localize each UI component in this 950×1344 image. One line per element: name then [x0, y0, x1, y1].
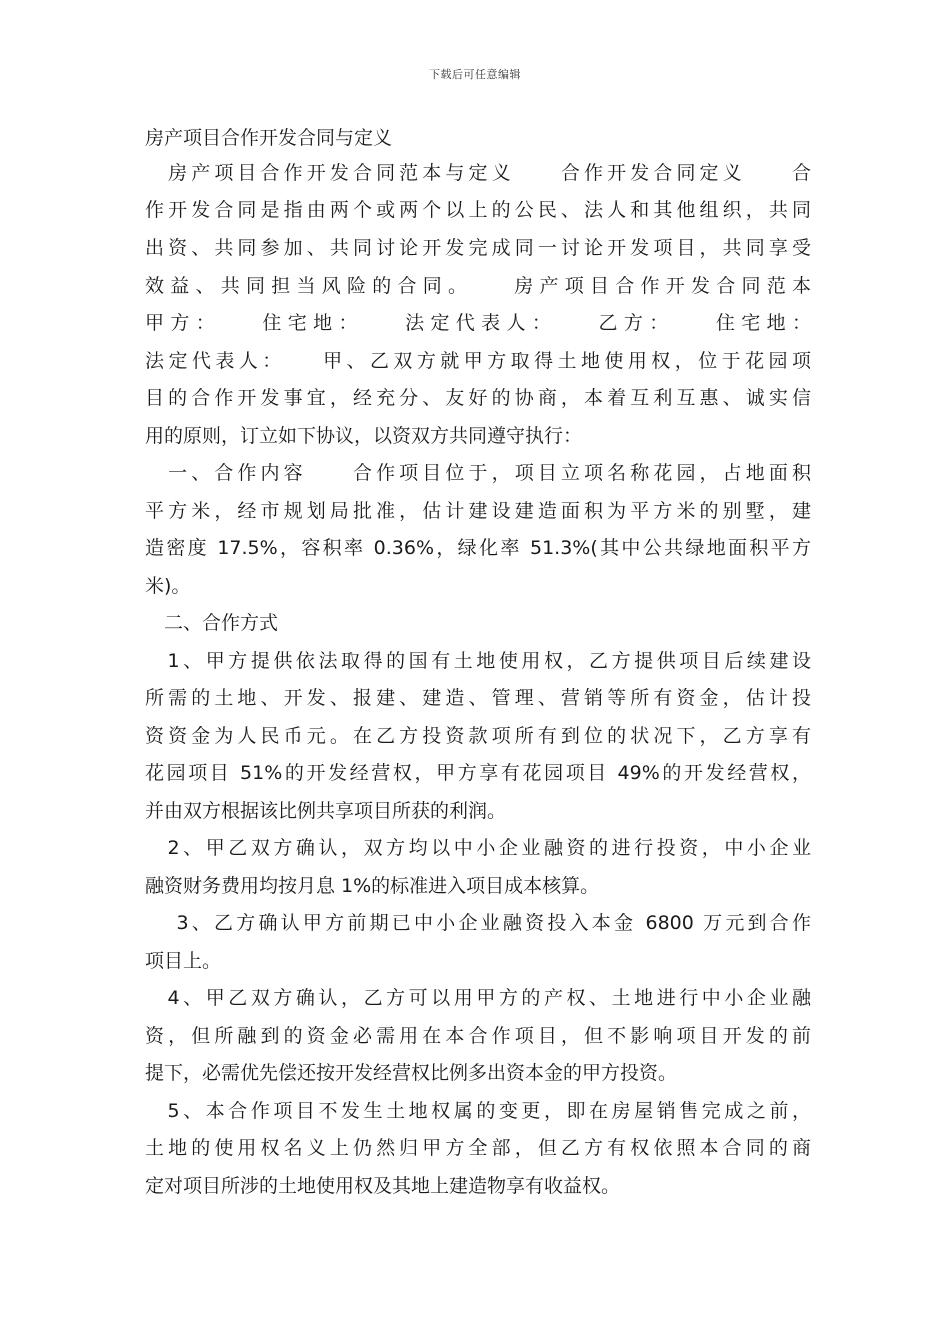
body-line: 米)。	[145, 575, 191, 597]
body-line: 并由双方根据该比例共享项目所获的利润。	[145, 800, 507, 822]
body-line: 资资金为人民币元。在乙方投资款项所有到位的状况下，乙方享有	[145, 725, 811, 747]
body-line: 1、甲方提供依法取得的国有土地使用权，乙方提供项目后续建设	[145, 650, 811, 672]
body-line: 平方米，经市规划局批准，估计建设建造面积为平方米的别墅，建	[145, 500, 811, 522]
body-line: 一、合作内容 合作项目位于，项目立项名称花园，占地面积	[145, 462, 811, 484]
body-line: 效益、共同担当风险的合同。 房产项目合作开发合同范本	[145, 275, 811, 297]
document-title: 房产项目合作开发合同与定义	[145, 127, 393, 149]
body-line: 二、合作方式	[145, 612, 279, 634]
body-line: 目的合作开发事宜，经充分、友好的协商，本着互利互惠、诚实信	[145, 387, 811, 409]
page-header: 下载后可任意编辑	[429, 68, 521, 81]
body-line: 项目上。	[145, 950, 222, 972]
body-line: 5、本合作项目不发生土地权属的变更，即在房屋销售完成之前，	[145, 1100, 811, 1122]
body-line: 土地的使用权名义上仍然归甲方全部，但乙方有权依照本合同的商	[145, 1137, 811, 1159]
body-line: 用的原则，订立如下协议，以资双方共同遵守执行：	[145, 425, 583, 447]
body-line: 甲方： 住宅地： 法定代表人： 乙方： 住宅地：	[145, 312, 811, 334]
body-line: 房产项目合作开发合同范本与定义 合作开发合同定义 合	[145, 162, 811, 184]
body-line: 提下，必需优先偿还按开发经营权比例多出资本金的甲方投资。	[145, 1062, 678, 1084]
body-line: 出资、共同参加、共同讨论开发完成同一讨论开发项目，共同享受	[145, 237, 811, 259]
body-line: 2、甲乙双方确认，双方均以中小企业融资的进行投资，中小企业	[145, 837, 811, 859]
body-line: 定对项目所涉的土地使用权及其地上建造物享有收益权。	[145, 1175, 621, 1197]
body-line: 所需的土地、开发、报建、建造、管理、营销等所有资金，估计投	[145, 687, 811, 709]
body-line: 3、乙方确认甲方前期已中小企业融资投入本金 6800 万元到合作	[145, 912, 811, 934]
body-line: 4、甲乙双方确认，乙方可以用甲方的产权、土地进行中小企业融	[145, 987, 811, 1009]
body-line: 造密度 17.5%，容积率 0.36%，绿化率 51.3%(其中公共绿地面积平方	[145, 537, 811, 559]
body-line: 资，但所融到的资金必需用在本合作项目，但不影响项目开发的前	[145, 1025, 811, 1047]
body-line: 法定代表人： 甲、乙双方就甲方取得土地使用权，位于花园项	[145, 350, 811, 372]
body-line: 花园项目 51%的开发经营权，甲方享有花园项目 49%的开发经营权，	[145, 762, 811, 784]
body-line: 作开发合同是指由两个或两个以上的公民、法人和其他组织，共同	[145, 199, 811, 221]
body-line: 融资财务费用均按月息 1%的标准进入项目成本核算。	[145, 875, 600, 897]
